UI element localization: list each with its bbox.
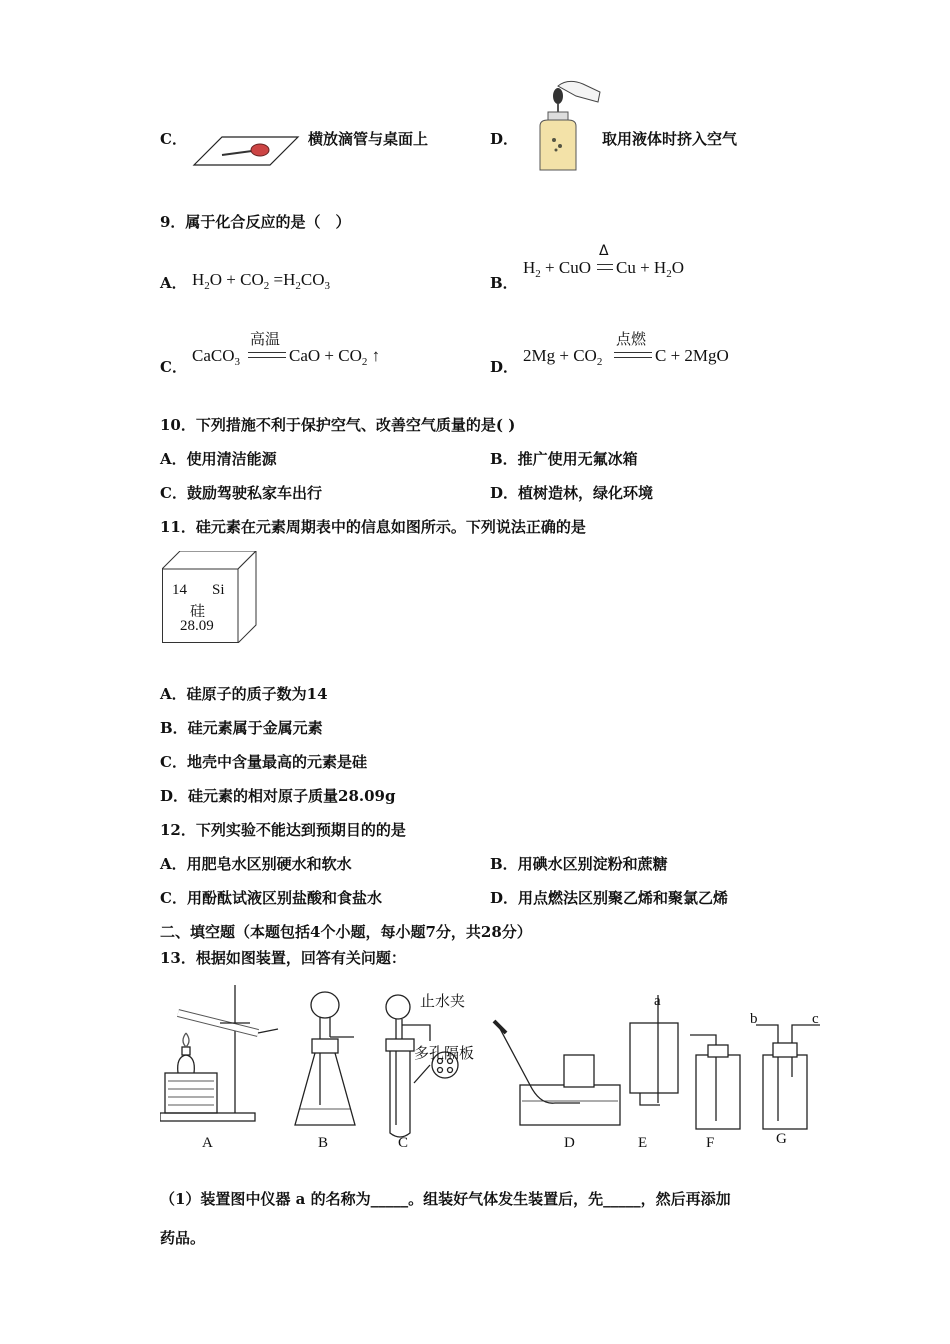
q10-option-a: A．使用清洁能源 <box>160 450 277 468</box>
section-heading: 二、填空题（本题包括4个小题，每小题7分，共28分） <box>160 923 532 941</box>
question-10-stem: 10．下列措施不利于保护空气、改善空气质量的是( ) <box>160 416 516 434</box>
q13-part1-line2: 药品。 <box>160 1229 206 1247</box>
lab-apparatus-diagram <box>160 985 840 1155</box>
question-11-stem: 11．硅元素在元素周期表中的信息如图所示。下列说法正确的是 <box>160 518 586 536</box>
q9-option-c-label: C． <box>160 358 187 376</box>
apparatus-b-drawing <box>295 992 355 1125</box>
q11-option-a: A．硅原子的质子数为14 <box>160 685 328 703</box>
q12-option-c: C．用酚酞试液区别盐酸和食盐水 <box>160 889 382 907</box>
question-13-stem: 13．根据如图装置，回答有关问题： <box>160 949 406 967</box>
apparatus-label-d: D <box>564 1135 575 1151</box>
question-12-stem: 12．下列实验不能达到预期目的的是 <box>160 821 406 839</box>
q13-part1-line1: （1）装置图中仪器 a 的名称为_____。组装好气体发生装置后，先_____，然后再添加 <box>160 1190 731 1208</box>
apparatus-g-drawing <box>756 1025 820 1129</box>
cell-symbol: Si <box>212 582 225 598</box>
q9-option-d-label: D． <box>490 358 519 376</box>
q9-b-condition: Δ <box>599 243 609 259</box>
q9-option-b-label: B． <box>490 274 518 292</box>
label-water-clamp: 止水夹 <box>420 992 466 1010</box>
q11-option-c: C．地壳中含量最高的元素是硅 <box>160 753 367 771</box>
q9-option-c-products: CaO + $CO_2$ ↑ <box>289 346 381 368</box>
apparatus-label-e: E <box>638 1135 648 1151</box>
equation-bar <box>614 352 652 358</box>
q9-option-a-equation: $H_2O + CO_2 =H_2CO_3$ <box>192 270 331 292</box>
q9-option-d-reactant: $2Mg + CO_2$ <box>523 346 603 368</box>
apparatus-label-b: B <box>318 1135 329 1151</box>
option-c-text: 横放滴管与桌面上 <box>308 130 429 148</box>
q9-option-a-label: A． <box>160 274 187 292</box>
q10-option-b: B．推广使用无氟冰箱 <box>490 450 638 468</box>
apparatus-label-c: C <box>398 1135 409 1151</box>
apparatus-label-g: G <box>776 1131 787 1147</box>
cell-atomic-number: 14 <box>172 582 187 598</box>
label-porous-plate: 多孔隔板 <box>414 1044 475 1062</box>
q12-option-a: A．用肥皂水区别硬水和软水 <box>160 855 352 873</box>
apparatus-a-drawing <box>160 985 278 1121</box>
apparatus-e-drawing <box>630 995 678 1105</box>
q10-option-c: C．鼓励驾驶私家车出行 <box>160 484 322 502</box>
apparatus-f-drawing <box>690 1035 740 1129</box>
q12-option-b: B．用碘水区别淀粉和蔗糖 <box>490 855 668 873</box>
cell-element-name: 硅 <box>190 602 206 620</box>
option-c-label: C． <box>160 130 187 148</box>
periodic-table-cell <box>162 551 258 643</box>
q11-option-b: B．硅元素属于金属元素 <box>160 719 323 737</box>
q9-option-c-reactant: CaCO$_3$ <box>192 346 240 368</box>
apparatus-c-drawing <box>386 995 458 1137</box>
q9-option-d-products: C + 2MgO <box>655 346 729 365</box>
apparatus-label-f: F <box>706 1135 715 1151</box>
q12-option-d: D．用点燃法区别聚乙烯和聚氯乙烯 <box>490 889 729 907</box>
apparatus-label-a: A <box>202 1135 213 1151</box>
apparatus-d-drawing <box>494 1021 620 1125</box>
equation-bar <box>248 352 286 358</box>
label-port-c: c <box>812 1011 819 1027</box>
q11-option-d: D．硅元素的相对原子质量28.09g <box>160 787 396 805</box>
q9-c-condition: 高温 <box>250 330 281 348</box>
q9-d-condition: 点燃 <box>616 330 647 348</box>
reagent-bottle-dropper-illustration <box>528 78 602 176</box>
dropper-on-table-illustration <box>192 115 300 169</box>
q10-option-d: D．植树造林，绿化环境 <box>490 484 654 502</box>
equation-bar <box>597 264 613 270</box>
q9-option-b-products: $Cu + H_2O$ <box>616 258 684 280</box>
option-d-label: D． <box>490 130 519 148</box>
question-9-stem: 9．属于化合反应的是（ ） <box>160 213 351 231</box>
label-port-b: b <box>750 1011 758 1027</box>
q9-option-b-equation: $H_2$ + CuO <box>523 258 591 280</box>
option-d-text: 取用液体时挤入空气 <box>602 130 738 148</box>
label-instrument-a: a <box>654 993 661 1009</box>
cell-atomic-mass: 28.09 <box>180 618 214 634</box>
